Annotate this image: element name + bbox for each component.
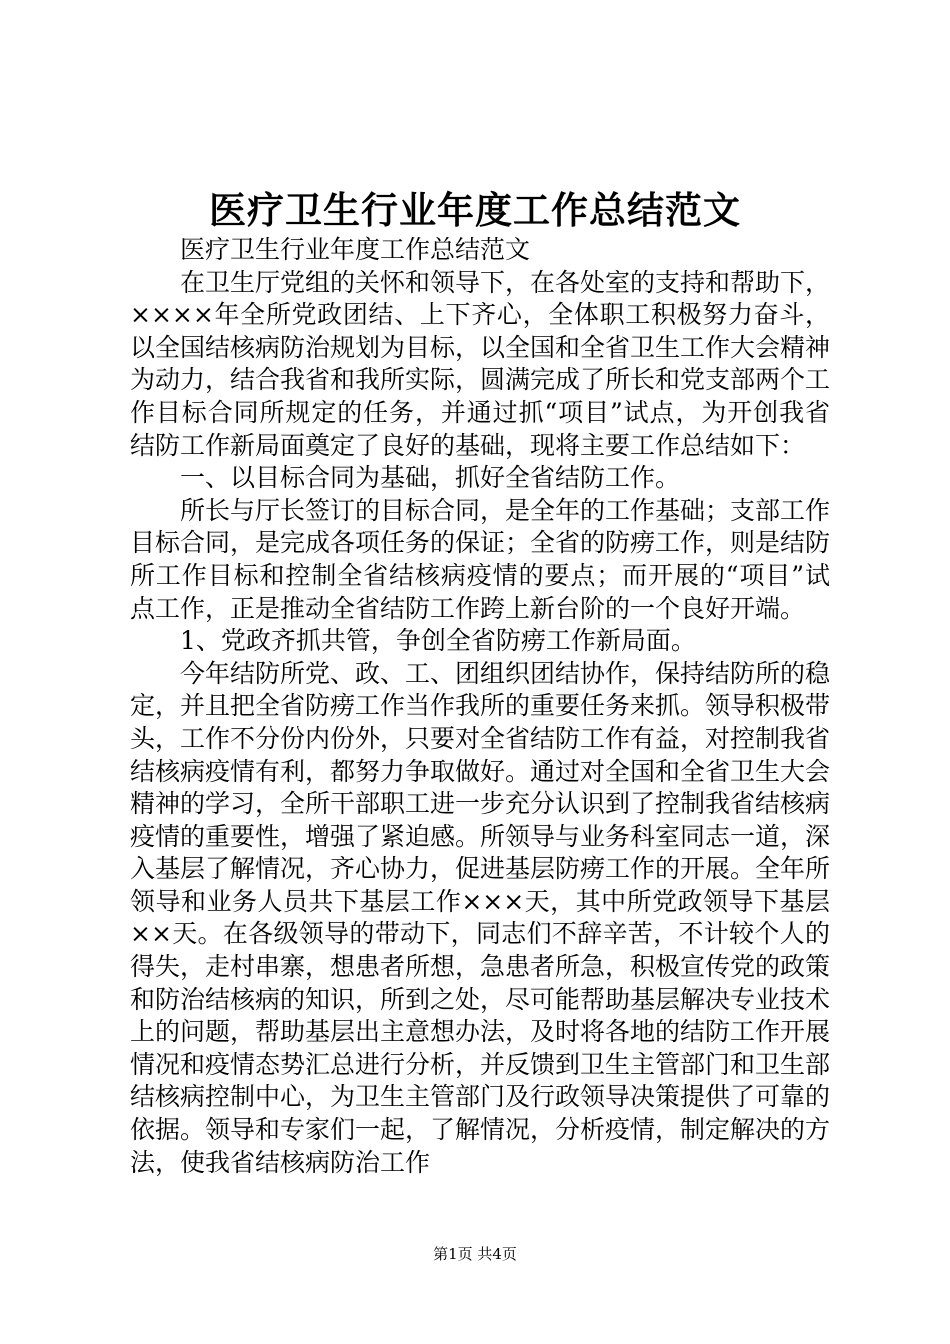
paragraph-subsection-1: 今年结防所党、政、工、团组织团结协作，保持结防所的稳定，并且把全省防痨工作当作我所的重要任务来抓。领导积极带头，工作不分份内份外，只要对全省结防工作有益，对控制我省结核病疫情有利，都努力争取做好。通过对全国和全省卫生大会精神的学习，全所干部职工进一步充分认识到了控制我省结核病疫情的重要性，增强了紧迫感。所领导与业务科室同志一道，深入基层了解情况，齐心协力，促进基层防痨工作的开展。全年所领导和业务人员共下基层工作×××天，其中所党政领导下基层××天。在各级领导的带动下，同志们不辞辛苦，不计较个人的得失，走村串寨，想患者所想，急患者所急，积极宣传党的政策和防治结核病的知识，所到之处，尽可能帮助基层解决专业技术上的问题，帮助基层出主意想办法，及时将各地的结防工作开展情况和疫情态势汇总进行分析，并反馈到卫生主管部门和卫生部结核病控制中心，为卫生主管部门及行政领导决策提供了可靠的依据。领导和专家们一起，了解情况，分析疫情，制定解决的方法，使我省结核病防治工作: [130, 658, 831, 1177]
paragraph-intro: 在卫生厅党组的关怀和领导下，在各处室的支持和帮助下，××××年全所党政团结、上下齐心，全体职工积极努力奋斗，以全国结核病防治规划为目标，以全国和全省卫生工作大会精神为动力，结合我省和我所实际，圆满完成了所长和党支部两个工作目标合同所规定的任务，并通过抓“项目”试点，为开创我省结防工作新局面奠定了良好的基础，现将主要工作总结如下：: [130, 267, 831, 460]
page-footer: 第1页 共4页: [433, 1245, 517, 1263]
subsection-heading-1: 1、党政齐抓共管，争创全省防痨工作新局面。: [180, 626, 696, 656]
document-title: 医疗卫生行业年度工作总结范文: [209, 188, 741, 232]
document-body: [130, 234, 830, 1179]
paragraph-section-1: 所长与厅长签订的目标合同，是全年的工作基础；支部工作目标合同，是完成各项任务的保证；全省的防痨工作，则是结防所工作目标和控制全省结核病疫情的要点；而开展的“项目”试点工作，正是推动全省结防工作跨上新台阶的一个良好开端。: [130, 495, 831, 623]
section-heading-1: 一、以目标合同为基础，抓好全省结防工作。: [180, 463, 681, 493]
paragraph-subtitle: 医疗卫生行业年度工作总结范文: [180, 235, 531, 264]
